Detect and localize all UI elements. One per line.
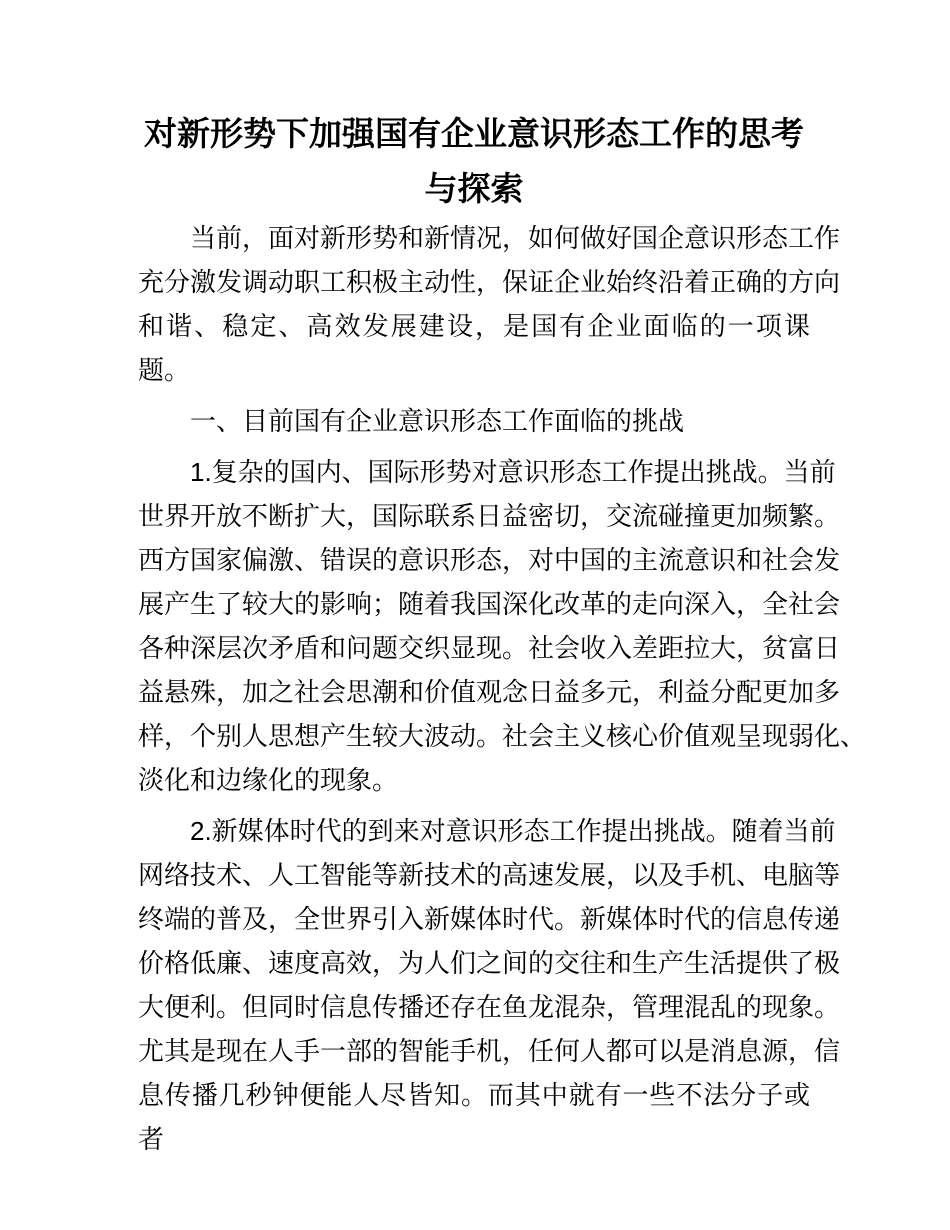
text-line: 世界开放不断扩大，国际联系日益密切，交流碰撞更加频繁。 — [138, 501, 841, 531]
text-line: 充分激发调动职工积极主动性，保证企业始终沿着正确的方向 — [138, 267, 841, 297]
text-line: 益悬殊，加之社会思潮和价值观念日益多元，利益分配更加多 — [138, 677, 841, 707]
text-line: 网络技术、人工智能等新技术的高速发展，以及手机、电脑等 — [138, 860, 841, 890]
text-line: 样，个别人思想产生较大波动。社会主义核心价值观呈现弱化、 — [138, 721, 867, 751]
intro-paragraph — [138, 216, 841, 392]
text-line: 淡化和边缘化的现象。 — [138, 765, 399, 795]
text-line: 息传播几秒钟便能人尽皆知。而其中就有一些不法分子或者 — [138, 1080, 810, 1154]
heading-line: 一、目前国有企业意识形态工作面临的挑战 — [190, 406, 685, 436]
section-heading — [138, 399, 810, 443]
title-line-2: 与探索 — [424, 170, 524, 207]
title-line-1: 对新形势下加强国有企业意识形态工作的思考 — [144, 115, 804, 152]
text-line: 2.新媒体时代的到来对意识形态工作提出挑战。随着当前 — [190, 816, 836, 846]
challenge-paragraph-2 — [138, 809, 841, 1161]
text-line: 大便利。但同时信息传播还存在鱼龙混杂，管理混乱的现象。 — [138, 992, 841, 1022]
text-line: 各种深层次矛盾和问题交织显现。社会收入差距拉大，贫富日 — [138, 633, 841, 663]
challenge-paragraph-1 — [138, 450, 867, 802]
text-line: 终端的普及，全世界引入新媒体时代。新媒体时代的信息传递 — [138, 904, 841, 934]
text-line: 展产生了较大的影响；随着我国深化改革的走向深入，全社会 — [138, 589, 841, 619]
text-line: 当前，面对新形势和新情况，如何做好国企意识形态工作 — [190, 223, 841, 253]
text-line: 尤其是现在人手一部的智能手机，任何人都可以是消息源，信 — [138, 1036, 841, 1066]
text-line: 1.复杂的国内、国际形势对意识形态工作提出挑战。当前 — [190, 457, 836, 487]
text-line: 价格低廉、速度高效，为人们之间的交往和生产生活提供了极 — [138, 948, 841, 978]
document-title — [138, 106, 810, 216]
text-line: 西方国家偏激、错误的意识形态，对中国的主流意识和社会发 — [138, 545, 841, 575]
text-line: 和谐、稳定、高效发展建设，是国有企业面临的一项课题。 — [138, 311, 810, 385]
